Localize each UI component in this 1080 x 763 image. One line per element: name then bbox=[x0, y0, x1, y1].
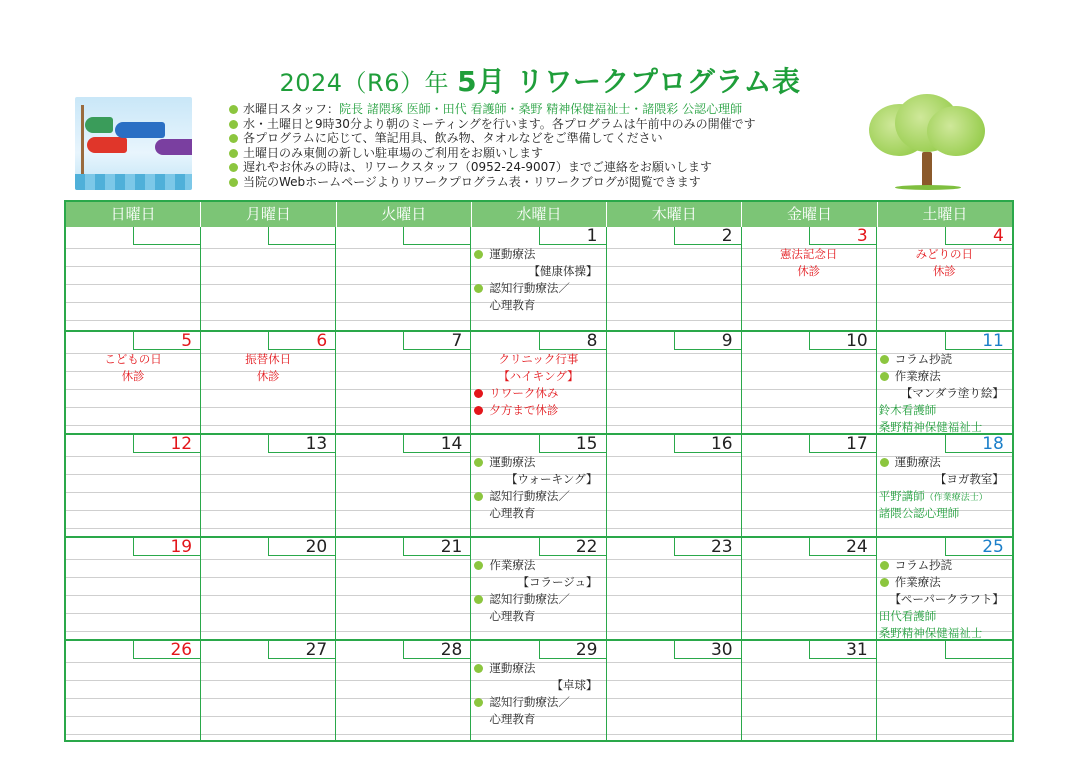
weekday-label: 土曜日 bbox=[922, 205, 968, 223]
event-line bbox=[877, 471, 1012, 488]
event-line bbox=[471, 263, 605, 280]
bullet-icon bbox=[474, 250, 483, 259]
note-text: 当院のWebホームページよりリワークプログラム表・リワークブログが閲覧できます bbox=[243, 174, 701, 189]
day-cell[interactable] bbox=[607, 641, 742, 742]
bullet-icon bbox=[880, 458, 889, 467]
event-line bbox=[471, 351, 605, 368]
day-cell[interactable] bbox=[877, 435, 1012, 536]
event-text: 心理教育 bbox=[489, 712, 536, 726]
bullet-icon bbox=[474, 561, 483, 570]
day-cell[interactable] bbox=[66, 435, 201, 536]
event-text: 桑野精神保健福祉士 bbox=[878, 626, 983, 640]
event-text: 田代看護師 bbox=[878, 609, 937, 623]
day-cell[interactable] bbox=[607, 332, 742, 433]
week-row bbox=[66, 227, 1012, 330]
day-events bbox=[471, 351, 605, 419]
bullet-icon bbox=[880, 355, 889, 364]
tree-illustration bbox=[865, 92, 989, 192]
day-number: 16 bbox=[674, 435, 741, 453]
fish-icon bbox=[115, 122, 165, 138]
day-number: 6 bbox=[268, 332, 335, 350]
event-line bbox=[471, 694, 605, 711]
event-line bbox=[471, 385, 605, 402]
event-text: クリニック行事 bbox=[498, 352, 579, 366]
event-text: 作業療法 bbox=[489, 558, 536, 572]
bullet-icon bbox=[229, 149, 238, 158]
day-number: 20 bbox=[268, 538, 335, 556]
event-text: リワーク休み bbox=[489, 386, 559, 400]
event-line bbox=[877, 385, 1012, 402]
bullet-icon bbox=[229, 178, 238, 187]
event-text: こどもの日 bbox=[104, 352, 162, 366]
tree-trunk-icon bbox=[922, 152, 932, 188]
event-text: 運動療法 bbox=[489, 661, 536, 675]
week-row bbox=[66, 330, 1012, 433]
event-text: 心理教育 bbox=[489, 609, 536, 623]
day-number: 12 bbox=[133, 435, 200, 453]
event-line bbox=[877, 246, 1012, 263]
day-number bbox=[268, 227, 335, 245]
week-row bbox=[66, 639, 1012, 742]
day-cell[interactable] bbox=[742, 538, 877, 639]
event-line bbox=[471, 608, 605, 625]
bullet-icon bbox=[880, 578, 889, 587]
day-number: 22 bbox=[539, 538, 606, 556]
event-line bbox=[66, 351, 200, 368]
note-text: 遅れやお休みの時は、リワークスタッフ（0952-24-9007）までご連絡をお願いします bbox=[243, 160, 712, 174]
grass-icon bbox=[895, 185, 961, 190]
day-cell[interactable] bbox=[742, 641, 877, 742]
event-text: 作業療法 bbox=[894, 575, 941, 589]
event-line bbox=[471, 677, 605, 694]
bullet-icon bbox=[229, 134, 238, 143]
event-line bbox=[742, 246, 876, 263]
event-text: 休診 bbox=[256, 369, 280, 383]
day-number: 13 bbox=[268, 435, 335, 453]
event-text: 【コラージュ】 bbox=[517, 575, 598, 589]
event-line bbox=[66, 368, 200, 385]
day-number: 14 bbox=[403, 435, 470, 453]
koinobori-illustration bbox=[75, 97, 192, 190]
event-line bbox=[877, 488, 1012, 505]
day-number: 27 bbox=[268, 641, 335, 659]
bullet-icon bbox=[229, 105, 238, 114]
note-text: 土曜日のみ東側の新しい駐車場のご利用をお願いします bbox=[243, 145, 544, 160]
bullet-icon bbox=[474, 595, 483, 604]
day-number: 21 bbox=[403, 538, 470, 556]
day-events bbox=[201, 351, 335, 385]
day-cell[interactable] bbox=[66, 227, 201, 330]
day-number: 4 bbox=[945, 227, 1012, 245]
event-text: 【ウォーキング】 bbox=[505, 472, 598, 486]
event-text: 運動療法 bbox=[489, 247, 536, 261]
weekday-label: 木曜日 bbox=[607, 202, 742, 227]
day-cell[interactable] bbox=[201, 435, 336, 536]
event-line bbox=[471, 402, 605, 419]
event-line bbox=[471, 280, 605, 297]
event-text: 作業療法 bbox=[894, 369, 941, 383]
event-line bbox=[877, 454, 1012, 471]
bullet-icon bbox=[474, 492, 483, 501]
day-cell[interactable] bbox=[877, 227, 1012, 330]
event-subtext: （作業療法士） bbox=[924, 493, 988, 503]
day-events bbox=[471, 246, 605, 314]
event-text: 休診 bbox=[932, 264, 956, 278]
fish-icon bbox=[155, 139, 192, 155]
day-number: 15 bbox=[539, 435, 606, 453]
day-number: 9 bbox=[674, 332, 741, 350]
note-item bbox=[229, 160, 849, 175]
note-text: 水・土曜日と9時30分より朝のミーティングを行います。各プログラムは午前中のみの開催です bbox=[243, 116, 756, 131]
event-line bbox=[877, 402, 1012, 419]
day-number bbox=[133, 227, 200, 245]
day-events bbox=[877, 246, 1012, 280]
note-text: 各プログラムに応じて、筆記用具、飲み物、タオルなどをご準備してください bbox=[243, 131, 663, 145]
event-text: コラム抄読 bbox=[894, 558, 953, 572]
event-line bbox=[471, 557, 605, 574]
weekday-header bbox=[66, 202, 1012, 227]
day-number: 26 bbox=[133, 641, 200, 659]
day-events bbox=[742, 246, 876, 280]
day-number: 28 bbox=[403, 641, 470, 659]
event-text: 憲法記念日 bbox=[779, 247, 838, 261]
event-line bbox=[471, 711, 605, 728]
bullet-icon bbox=[880, 372, 889, 381]
day-number: 3 bbox=[809, 227, 876, 245]
bullet-icon bbox=[474, 406, 483, 415]
bullet-icon bbox=[229, 120, 238, 129]
event-text: 認知行動療法／ bbox=[489, 592, 570, 606]
event-text: 認知行動療法／ bbox=[489, 695, 570, 709]
fish-icon bbox=[87, 137, 127, 153]
notes-list bbox=[229, 102, 849, 189]
event-line bbox=[471, 505, 605, 522]
event-line bbox=[877, 351, 1012, 368]
event-line bbox=[471, 574, 605, 591]
day-events bbox=[471, 660, 605, 728]
weekday-label: 日曜日 bbox=[66, 202, 201, 227]
day-cell[interactable] bbox=[877, 641, 1012, 742]
day-cell[interactable] bbox=[66, 332, 201, 433]
note-item bbox=[229, 146, 849, 161]
day-cell[interactable] bbox=[742, 332, 877, 433]
event-line bbox=[471, 297, 605, 314]
day-cell[interactable] bbox=[607, 538, 742, 639]
event-text: 休診 bbox=[797, 264, 821, 278]
event-text: 諸隈公認心理師 bbox=[878, 506, 960, 520]
day-events bbox=[877, 557, 1012, 642]
bullet-icon bbox=[229, 163, 238, 172]
day-number: 10 bbox=[809, 332, 876, 350]
event-line bbox=[471, 488, 605, 505]
day-number: 25 bbox=[945, 538, 1012, 556]
day-number: 31 bbox=[809, 641, 876, 659]
day-cell[interactable] bbox=[607, 435, 742, 536]
event-line bbox=[877, 608, 1012, 625]
day-cell[interactable] bbox=[471, 435, 606, 536]
week-row bbox=[66, 536, 1012, 639]
event-text: 振替休日 bbox=[245, 352, 292, 366]
event-text: 運動療法 bbox=[489, 455, 536, 469]
event-text: 夕方まで休診 bbox=[489, 403, 559, 417]
note-item bbox=[229, 117, 849, 132]
day-number: 17 bbox=[809, 435, 876, 453]
bullet-icon bbox=[474, 389, 483, 398]
fish-icon bbox=[85, 117, 113, 133]
day-number: 7 bbox=[403, 332, 470, 350]
day-cell[interactable] bbox=[336, 641, 471, 742]
event-line bbox=[471, 368, 605, 385]
event-text: 【ペーパークラフト】 bbox=[889, 592, 1004, 606]
day-number bbox=[945, 641, 1012, 659]
day-events bbox=[471, 557, 605, 625]
bullet-icon bbox=[474, 664, 483, 673]
day-cell[interactable] bbox=[471, 641, 606, 742]
event-text: 認知行動療法／ bbox=[489, 489, 570, 503]
event-text: 休診 bbox=[121, 369, 145, 383]
event-text: 【マンダラ塗り絵】 bbox=[900, 386, 1004, 400]
event-line bbox=[877, 574, 1012, 591]
week-row bbox=[66, 433, 1012, 536]
event-text: 心理教育 bbox=[489, 298, 536, 312]
day-number: 23 bbox=[674, 538, 741, 556]
day-number: 11 bbox=[945, 332, 1012, 350]
day-number: 8 bbox=[539, 332, 606, 350]
weekday-label: 月曜日 bbox=[201, 202, 336, 227]
weekday-label: 火曜日 bbox=[337, 202, 472, 227]
event-text: 平野講師 bbox=[878, 489, 925, 503]
event-line bbox=[877, 505, 1012, 522]
title-year: 2024（R6）年 bbox=[279, 69, 449, 97]
event-line bbox=[471, 246, 605, 263]
day-cell[interactable] bbox=[201, 332, 336, 433]
calendar bbox=[64, 200, 1014, 742]
event-text: 認知行動療法／ bbox=[489, 281, 570, 295]
bullet-icon bbox=[880, 561, 889, 570]
calendar-body bbox=[66, 227, 1012, 742]
day-cell[interactable] bbox=[471, 332, 606, 433]
event-line bbox=[471, 471, 605, 488]
day-number: 24 bbox=[809, 538, 876, 556]
event-line bbox=[877, 263, 1012, 280]
day-cell[interactable] bbox=[877, 332, 1012, 433]
bullet-icon bbox=[474, 284, 483, 293]
day-number: 18 bbox=[945, 435, 1012, 453]
note-item bbox=[229, 102, 849, 117]
event-line bbox=[201, 368, 335, 385]
event-text: 心理教育 bbox=[489, 506, 536, 520]
event-text: 鈴木看護師 bbox=[878, 403, 937, 417]
day-cell[interactable] bbox=[471, 538, 606, 639]
day-number: 1 bbox=[539, 227, 606, 245]
event-text: 【卓球】 bbox=[551, 678, 598, 692]
day-events bbox=[471, 454, 605, 522]
event-line bbox=[201, 351, 335, 368]
note-item bbox=[229, 175, 849, 190]
day-number: 29 bbox=[539, 641, 606, 659]
day-cell[interactable] bbox=[66, 538, 201, 639]
event-line bbox=[471, 454, 605, 471]
event-line bbox=[877, 591, 1012, 608]
event-text: 【ハイキング】 bbox=[498, 369, 579, 383]
weekday-label: 水曜日 bbox=[472, 202, 607, 227]
day-events bbox=[877, 454, 1012, 522]
event-text: コラム抄読 bbox=[894, 352, 953, 366]
day-cell[interactable] bbox=[201, 538, 336, 639]
day-cell[interactable] bbox=[336, 227, 471, 330]
day-cell[interactable] bbox=[742, 435, 877, 536]
day-cell[interactable] bbox=[742, 227, 877, 330]
note-item bbox=[229, 131, 849, 146]
day-cell[interactable] bbox=[201, 641, 336, 742]
day-cell[interactable] bbox=[336, 538, 471, 639]
note-text: 水曜日スタッフ： bbox=[243, 102, 340, 116]
bullet-icon bbox=[474, 458, 483, 467]
day-number: 19 bbox=[133, 538, 200, 556]
day-cell[interactable] bbox=[336, 435, 471, 536]
bullet-icon bbox=[474, 698, 483, 707]
weekday-label: 金曜日 bbox=[742, 202, 877, 227]
title-main: 5月 リワークプログラム表 bbox=[457, 65, 801, 98]
event-text: 桑野精神保健福祉士 bbox=[878, 420, 983, 434]
event-line bbox=[471, 660, 605, 677]
event-line bbox=[742, 263, 876, 280]
day-cell[interactable] bbox=[607, 227, 742, 330]
event-line bbox=[877, 368, 1012, 385]
day-cell[interactable] bbox=[471, 227, 606, 330]
day-number bbox=[403, 227, 470, 245]
event-text: 運動療法 bbox=[894, 455, 941, 469]
event-text: みどりの日 bbox=[915, 247, 974, 261]
day-number: 2 bbox=[674, 227, 741, 245]
day-number: 5 bbox=[133, 332, 200, 350]
wave-icon bbox=[75, 174, 192, 190]
day-cell[interactable] bbox=[336, 332, 471, 433]
day-cell[interactable] bbox=[66, 641, 201, 742]
event-text: 【ヨガ教室】 bbox=[934, 472, 1004, 486]
day-cell[interactable] bbox=[877, 538, 1012, 639]
day-cell[interactable] bbox=[201, 227, 336, 330]
note-staff: 院長 諸隈琢 医師・田代 看護師・桑野 精神保健福祉士・諸隈彩 公認心理師 bbox=[339, 102, 743, 116]
event-line bbox=[877, 557, 1012, 574]
event-text: 【健康体操】 bbox=[528, 264, 598, 278]
day-number: 30 bbox=[674, 641, 741, 659]
event-line bbox=[471, 591, 605, 608]
tree-crown-icon bbox=[927, 106, 985, 156]
pole-icon bbox=[81, 105, 84, 185]
day-events bbox=[877, 351, 1012, 436]
day-events bbox=[66, 351, 200, 385]
